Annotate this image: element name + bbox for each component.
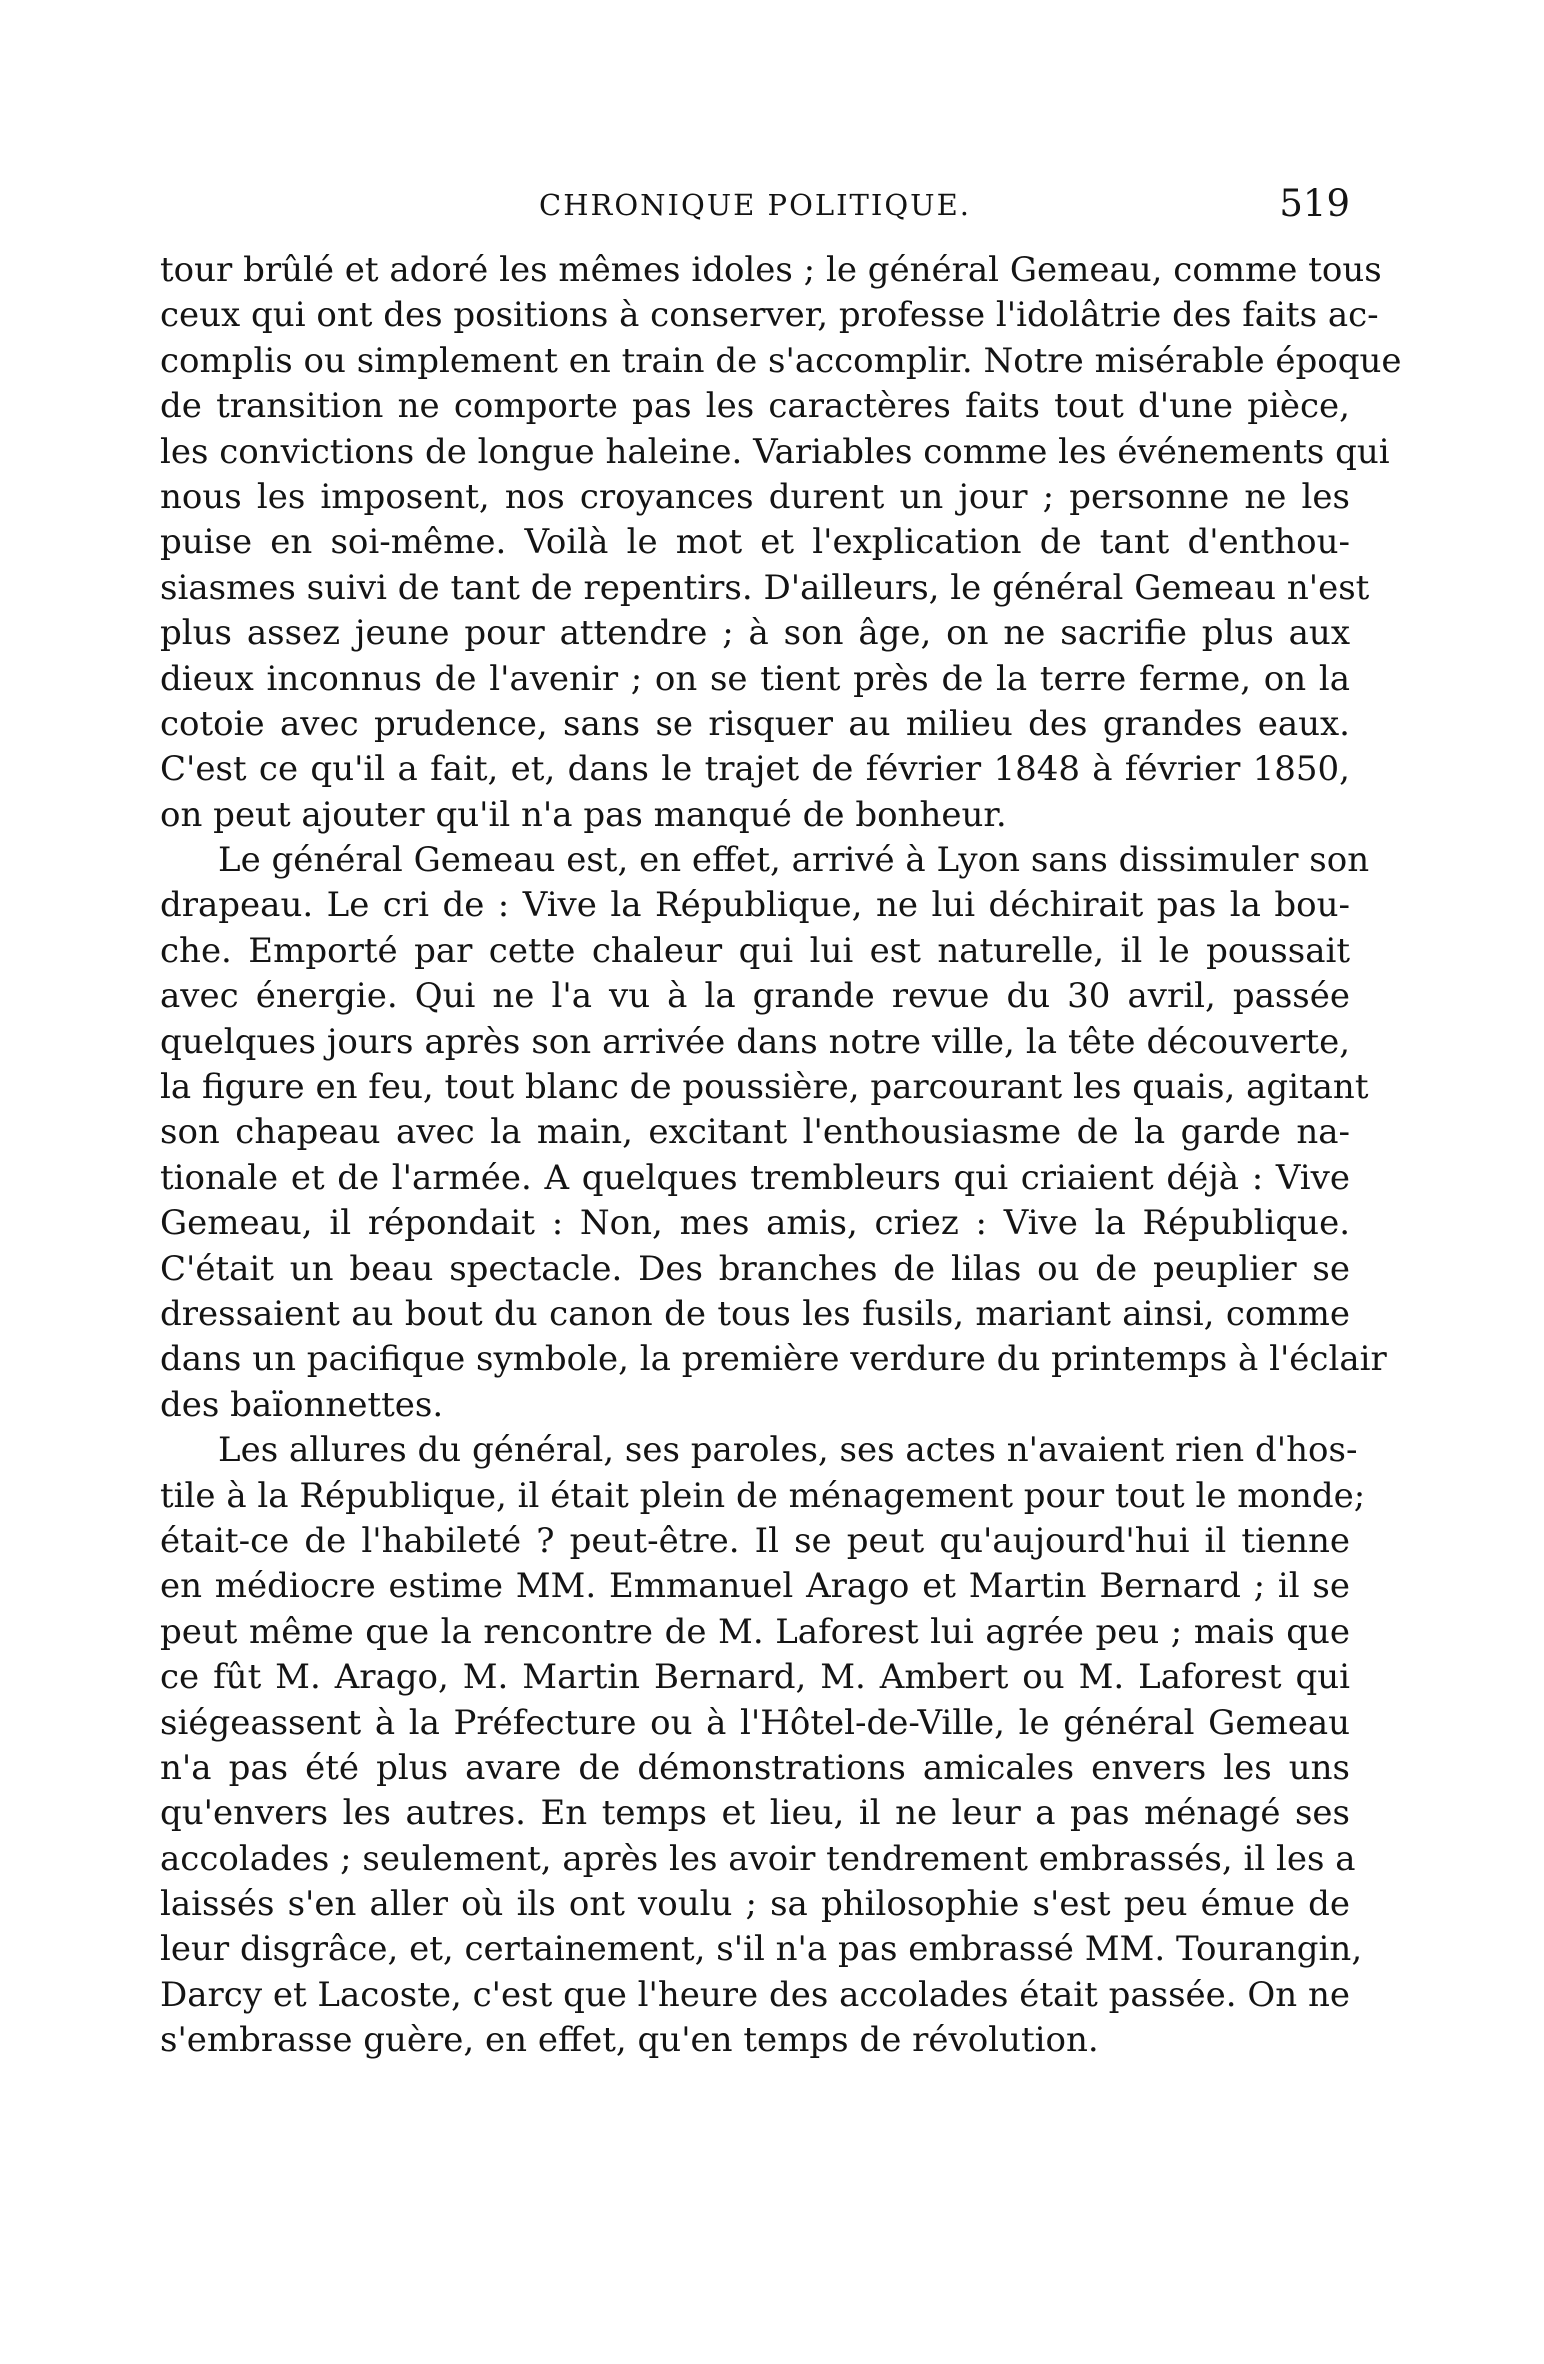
text-line: puise en soi-même. Voilà le mot et l'explication de tant d'enthou- xyxy=(160,522,1350,563)
text-line: laissés s'en aller où ils ont voulu ; sa philosophie s'est peu émue de xyxy=(160,1884,1350,1925)
text-line: avec énergie. Qui ne l'a vu à la grande revue du 30 avril, passée xyxy=(160,976,1350,1017)
text-line: on peut ajouter qu'il n'a pas manqué de bonheur. xyxy=(160,794,1007,835)
text-line: tile à la République, il était plein de ménagement pour tout le monde; xyxy=(160,1475,1366,1516)
text-line: quelques jours après son arrivée dans notre ville, la tête découverte, xyxy=(160,1021,1350,1062)
text-line: ceux qui ont des positions à conserver, professe l'idolâtrie des faits ac- xyxy=(160,295,1379,336)
text-line: des baïonnettes. xyxy=(160,1384,444,1425)
text-line: peut même que la rencontre de M. Laforest lui agrée peu ; mais que xyxy=(160,1611,1350,1652)
text-line: n'a pas été plus avare de démonstrations amicales envers les uns xyxy=(160,1747,1350,1788)
text-line: cotoie avec prudence, sans se risquer au milieu des grandes eaux. xyxy=(160,703,1350,744)
text-line: siégeassent à la Préfecture ou à l'Hôtel-de-Ville, le général Gemeau xyxy=(160,1702,1350,1743)
page-number: 519 xyxy=(1279,182,1350,225)
text-line: en médiocre estime MM. Emmanuel Arago et Martin Bernard ; il se xyxy=(160,1566,1350,1607)
text-line: Les allures du général, ses paroles, ses actes n'avaient rien d'hos- xyxy=(218,1430,1358,1471)
text-line: Le général Gemeau est, en effet, arrivé à Lyon sans dissimuler son xyxy=(218,840,1370,881)
text-line: Gemeau, il répondait : Non, mes amis, criez : Vive la République. xyxy=(160,1203,1350,1244)
text-line: s'embrasse guère, en effet, qu'en temps de révolution. xyxy=(160,2020,1099,2061)
text-line: dieux inconnus de l'avenir ; on se tient près de la terre ferme, on la xyxy=(160,658,1350,699)
text-line: complis ou simplement en train de s'accomplir. Notre misérable époque xyxy=(160,340,1402,381)
text-line: siasmes suivi de tant de repentirs. D'ailleurs, le général Gemeau n'est xyxy=(160,567,1370,608)
text-line: Darcy et Lacoste, c'est que l'heure des accolades était passée. On ne xyxy=(160,1974,1351,2015)
text-line: les convictions de longue haleine. Variables comme les événements qui xyxy=(160,431,1390,472)
text-line: son chapeau avec la main, excitant l'enthousiasme de la garde na- xyxy=(160,1112,1350,1153)
running-head-title: CHRONIQUE POLITIQUE. xyxy=(539,188,971,222)
text-line: tionale et de l'armée. A quelques trembleurs qui criaient déjà : Vive xyxy=(160,1157,1350,1198)
text-line: ce fût M. Arago, M. Martin Bernard, M. Ambert ou M. Laforest qui xyxy=(160,1657,1350,1698)
text-line: la figure en feu, tout blanc de poussière, parcourant les quais, agitant xyxy=(160,1067,1369,1108)
paragraph xyxy=(160,1428,1366,2063)
text-line: de transition ne comporte pas les caractères faits tout d'une pièce, xyxy=(160,386,1350,427)
text-line: accolades ; seulement, après les avoir tendrement embrassés, il les a xyxy=(160,1838,1356,1879)
text-line: plus assez jeune pour attendre ; à son âge, on ne sacrifie plus aux xyxy=(160,613,1350,654)
text-line: tour brûlé et adoré les mêmes idoles ; le général Gemeau, comme tous xyxy=(160,250,1382,290)
text-line: qu'envers les autres. En temps et lieu, il ne leur a pas ménagé ses xyxy=(160,1793,1350,1834)
text-line: dans un pacifique symbole, la première verdure du printemps à l'éclair xyxy=(160,1339,1387,1380)
text-line: était-ce de l'habileté ? peut-être. Il se peut qu'aujourd'hui il tienne xyxy=(160,1520,1350,1561)
text-line: C'était un beau spectacle. Des branches de lilas ou de peuplier se xyxy=(160,1248,1350,1289)
running-head xyxy=(160,182,1350,238)
text-line: drapeau. Le cri de : Vive la République, ne lui déchirait pas la bou- xyxy=(160,885,1350,926)
text-line: dressaient au bout du canon de tous les fusils, mariant ainsi, comme xyxy=(160,1293,1350,1334)
text-line: che. Emporté par cette chaleur qui lui est naturelle, il le poussait xyxy=(160,930,1350,971)
paragraph xyxy=(160,248,1402,838)
body-text xyxy=(160,248,1402,2064)
text-line: leur disgrâce, et, certainement, s'il n'a pas embrassé MM. Tourangin, xyxy=(160,1929,1363,1970)
text-line: C'est ce qu'il a fait, et, dans le trajet de février 1848 à février 1850, xyxy=(160,749,1350,790)
text-line: nous les imposent, nos croyances durent un jour ; personne ne les xyxy=(160,476,1350,517)
paragraph xyxy=(160,838,1387,1428)
